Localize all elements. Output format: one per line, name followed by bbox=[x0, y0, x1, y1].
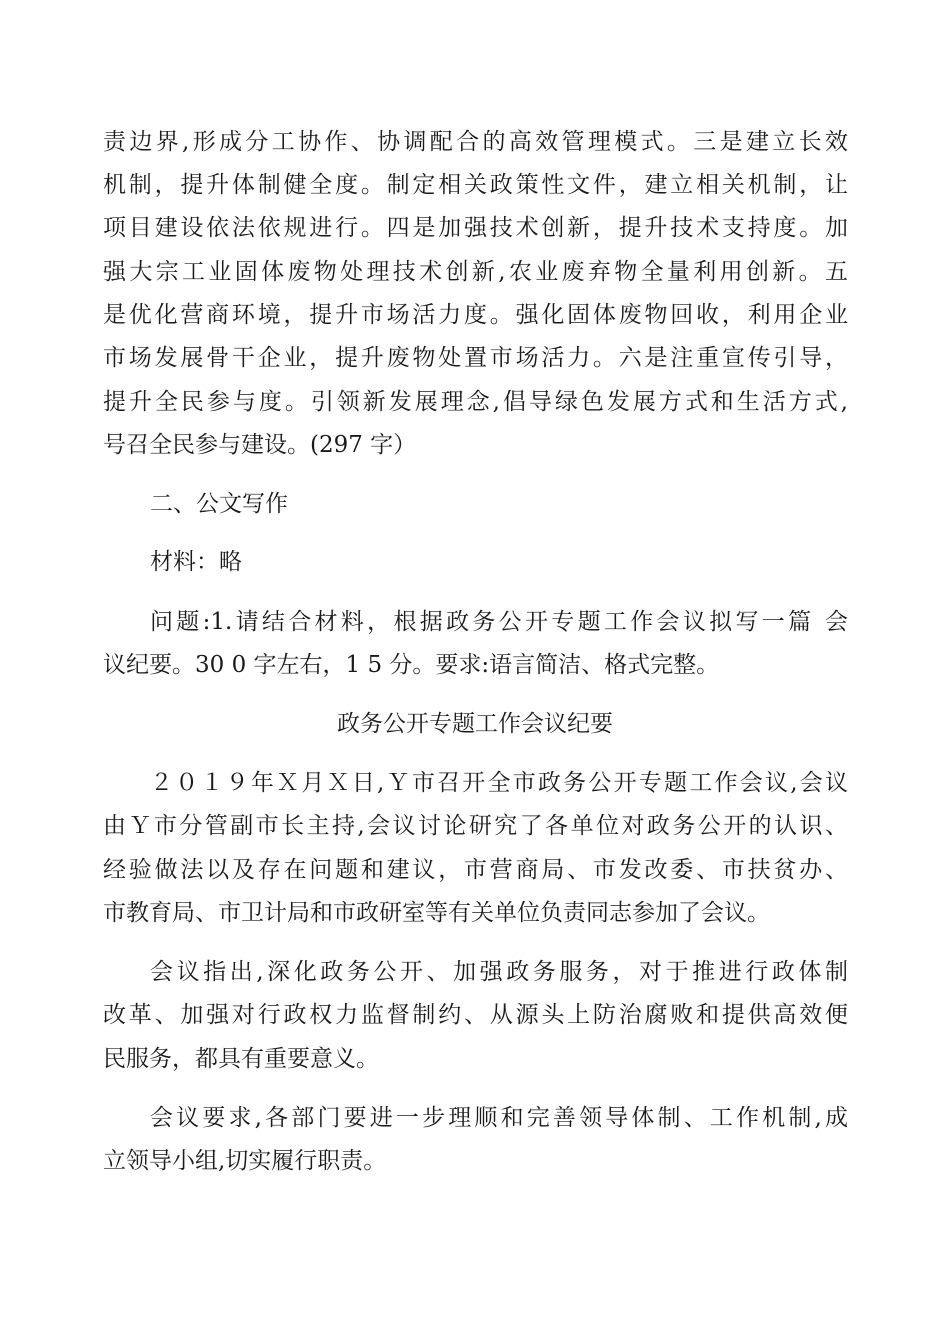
text-line: 强大宗工业固体废物处理技术创新,农业废弃物全量利用创新。五 bbox=[103, 259, 848, 285]
section-heading: 二、公文写作 bbox=[150, 491, 288, 517]
question-line: 问题:1.请结合材料，根据政务公开专题工作会议拟写一篇 会 bbox=[150, 609, 848, 635]
text-line: 立领导小组,切实履行职责。 bbox=[103, 1148, 387, 1174]
text-line: 会议要求,各部门要进一步理顺和完善领导体制、工作机制,成 bbox=[150, 1105, 848, 1131]
text-line: 由Ｙ市分管副市长主持,会议讨论研究了各单位对政务公开的认识、 bbox=[103, 813, 848, 839]
minutes-title: 政务公开专题工作会议纪要 bbox=[337, 711, 613, 737]
text-line: 市场发展骨干企业，提升废物处置市场活力。六是注重宣传引导， bbox=[103, 345, 848, 371]
text-line: 是优化营商环境，提升市场活力度。强化固体废物回收，利用企业 bbox=[103, 302, 848, 328]
text-line: 项目建设依法依规进行。四是加强技术创新，提升技术支持度。加 bbox=[103, 215, 848, 241]
question-line: 议纪要。30 0 字左右，1 5 分。要求:语言简洁、格式完整。 bbox=[103, 652, 720, 678]
text-line: 民服务，都具有重要意义。 bbox=[103, 1046, 379, 1072]
text-line: 市教育局、市卫计局和市政研室等有关单位负责同志参加了会议。 bbox=[103, 900, 770, 926]
material-label: 材料：略 bbox=[150, 549, 242, 575]
text-line: 责边界,形成分工协作、协调配合的高效管理模式。三是建立长效 bbox=[103, 129, 848, 155]
text-line: 机制，提升体制健全度。制定相关政策性文件，建立相关机制，让 bbox=[103, 172, 848, 198]
text-line: 会议指出,深化政务公开、加强政务服务，对于推进行政体制 bbox=[150, 959, 848, 985]
text-line: 号召全民参与建设。(297 字） bbox=[103, 432, 417, 458]
text-line: 提升全民参与度。引领新发展理念,倡导绿色发展方式和生活方式, bbox=[103, 389, 848, 415]
text-line: 经验做法以及存在问题和建议，市营商局、市发改委、市扶贫办、 bbox=[103, 857, 848, 883]
text-line: ２０１９年Ｘ月Ｘ日,Ｙ市召开全市政务公开专题工作会议,会议 bbox=[150, 770, 848, 796]
text-line: 改革、加强对行政权力监督制约、从源头上防治腐败和提供高效便 bbox=[103, 1002, 848, 1028]
